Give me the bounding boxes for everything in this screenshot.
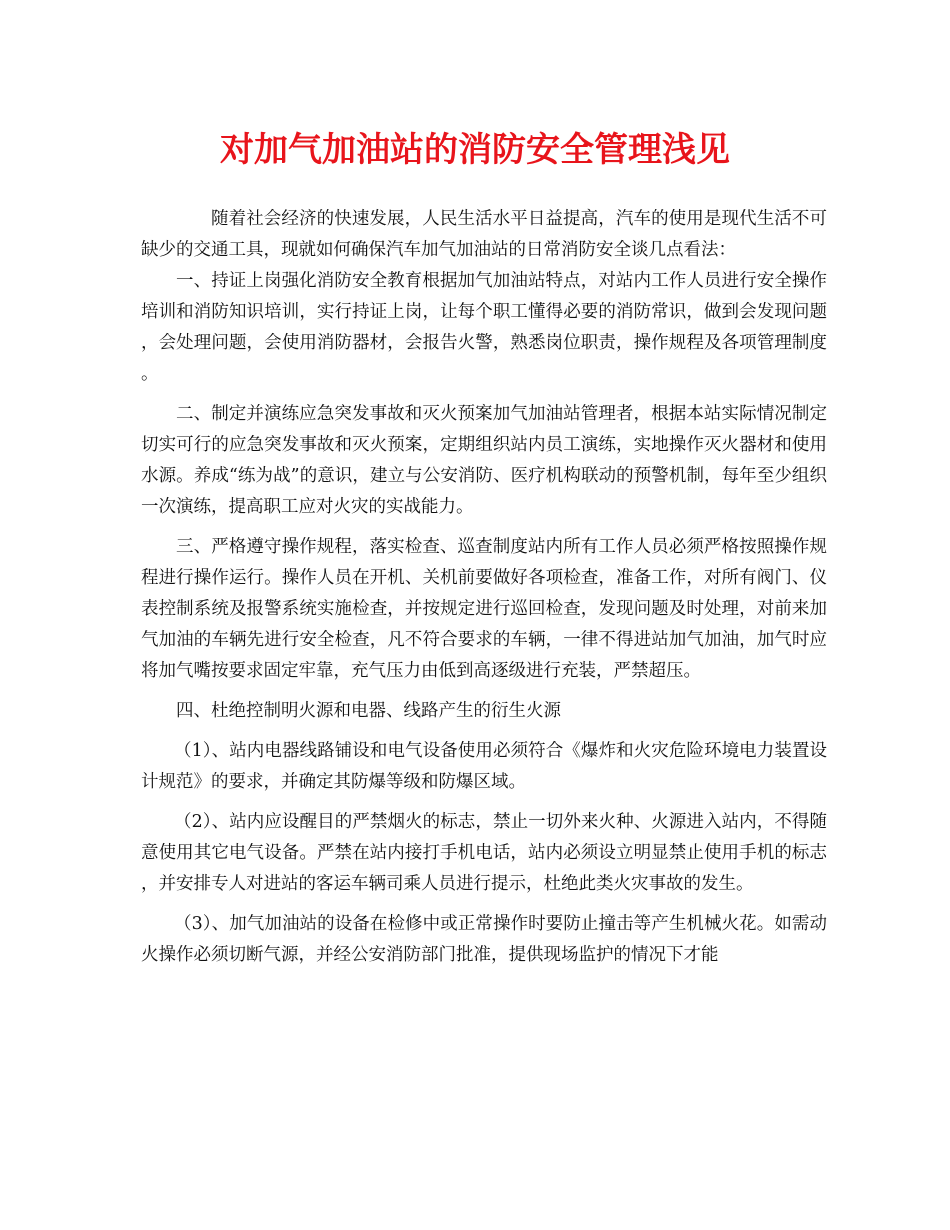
paragraph-item-2: （2）、站内应设醒目的严禁烟火的标志，禁止一切外来火种、火源进入站内，不得随意使用其它电气设备。严禁在站内接打手机电话，站内必须设立明显禁止使用手机的标志，并安排专人对进站的客运车辆司乘人员进行提示，杜绝此类火灾事故的发生。 [141, 812, 827, 894]
document-title: 对加气加油站的消防安全管理浅见 [220, 130, 730, 170]
paragraph-item-1: （1）、站内电器线路铺设和电气设备使用必须符合《爆炸和火灾危险环境电力装置设计规范》的要求，并确定其防爆等级和防爆区域。 [141, 741, 827, 792]
document-body [141, 204, 827, 971]
paragraph-section-1: 一、持证上岗强化消防安全教育根据加气加油站特点，对站内工作人员进行安全操作培训和消防知识培训，实行持证上岗，让每个职工懂得必要的消防常识，做到会发现问题，会处理问题，会使用消防器材，会报告火警，熟悉岗位职责，操作规程及各项管理制度。 [141, 271, 827, 384]
paragraph-section-3: 三、严格遵守操作规程，落实检查、巡查制度站内所有工作人员必须严格按照操作规程进行操作运行。操作人员在开机、关机前要做好各项检查，准备工作，对所有阀门、仪表控制系统及报警系统实施检查，并按规定进行巡回检查，发现问题及时处理，对前来加气加油的车辆先进行安全检查，凡不符合要求的车辆，一律不得进站加气加油，加气时应将加气嘴按要求固定牢靠，充气压力由低到高逐级进行充装，严禁超压。 [141, 537, 827, 681]
paragraph-intro: 随着社会经济的快速发展，人民生活水平日益提高，汽车的使用是现代生活不可缺少的交通工具，现就如何确保汽车加气加油站的日常消防安全谈几点看法： [141, 209, 827, 260]
paragraph-section-2: 二、制定并演练应急突发事故和灭火预案加气加油站管理者，根据本站实际情况制定切实可行的应急突发事故和灭火预案，定期组织站内员工演练，实地操作灭火器材和使用水源。养成“练为战”的意识，建立与公安消防、医疗机构联动的预警机制，每年至少组织一次演练，提高职工应对火灾的实战能力。 [141, 404, 827, 517]
paragraph-item-3: （3）、加气加油站的设备在检修中或正常操作时要防止撞击等产生机械火花。如需动火操作必须切断气源，并经公安消防部门批准，提供现场监护的情况下才能 [141, 914, 827, 965]
paragraph-section-4-heading: 四、杜绝控制明火源和电器、线路产生的衍生火源 [176, 701, 561, 721]
